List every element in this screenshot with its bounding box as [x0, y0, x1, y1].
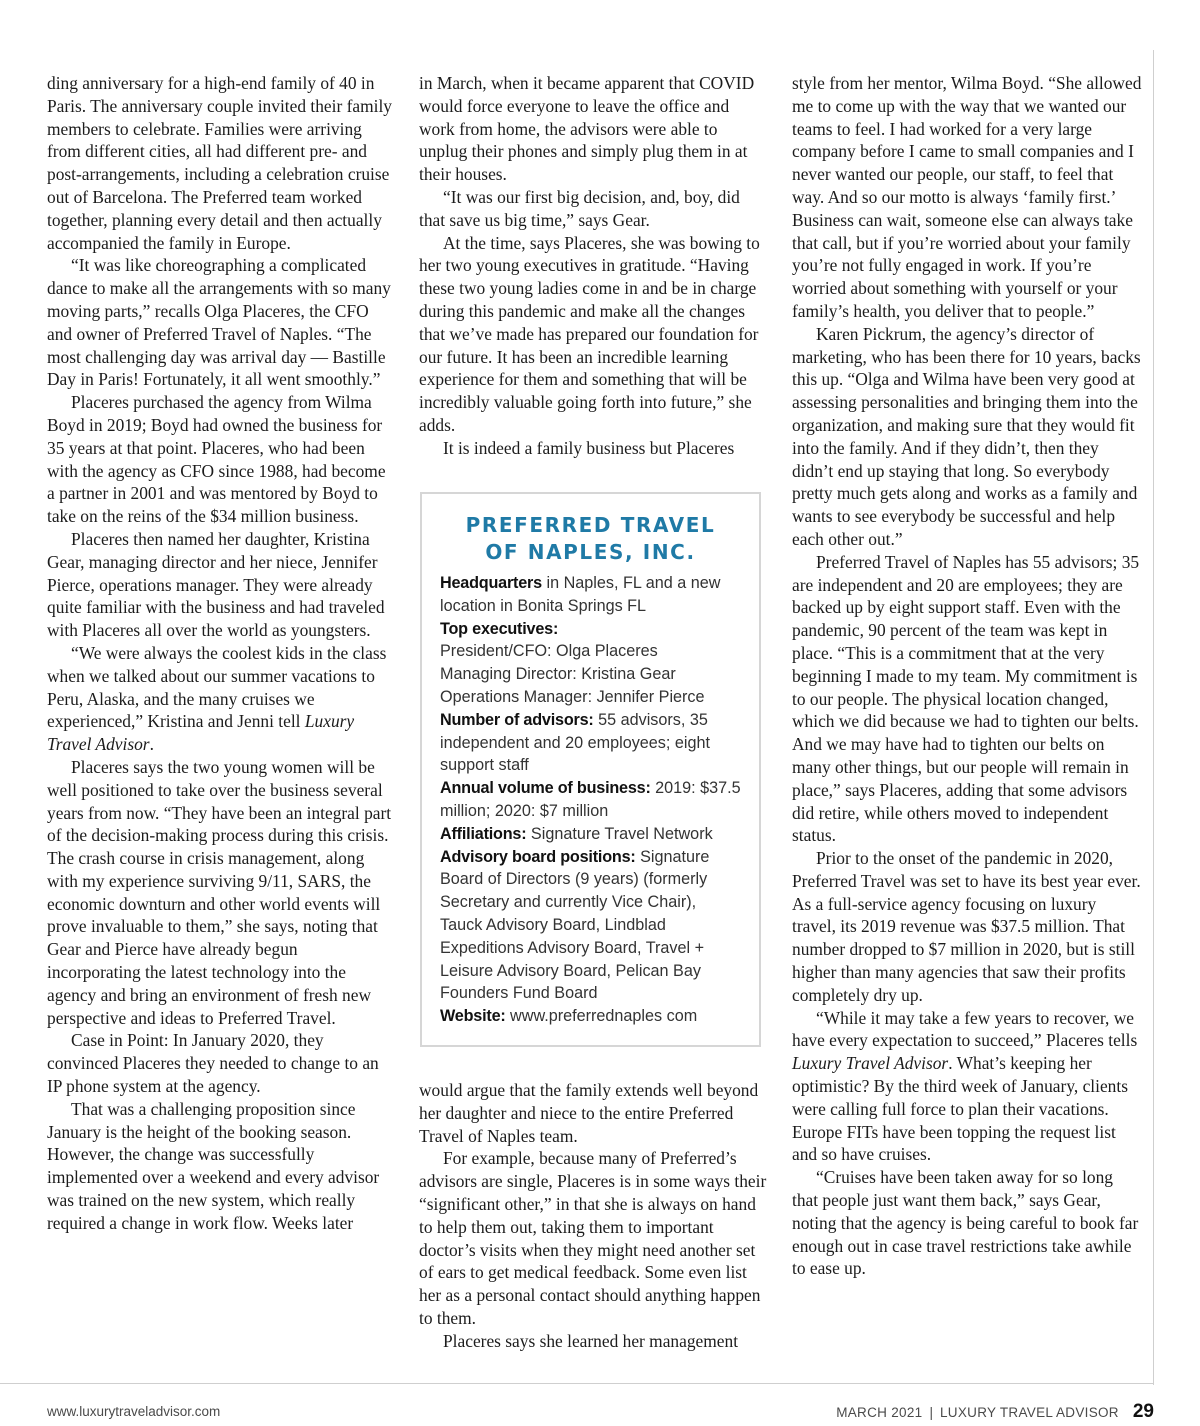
paragraph: At the time, says Placeres, she was bowing to her two young executives in gratitude. “Having these two young ladies come in and be in charge during this pandemic and make all the changes that we’ve made has prepared our foundation for our future. It has been an incredible learning experience for them and something that will be incredibly valuable going forth into future,” she adds. [419, 232, 760, 435]
paragraph: “Cruises have been taken away for so long that people just want them back,” says Gear, noting that the agency is being careful to book far enough out in case travel restrictions take awhile to ease up. [792, 1167, 1139, 1279]
paragraph: Placeres purchased the agency from Wilma Boyd in 2019; Boyd had owned the business for 35 years at that point. Placeres, who had been with the agency as CFO since 1988, had become a partner in 2001 and was mentored by Boyd to take on the reins of the $34 million business. [47, 392, 386, 527]
issue-date: MARCH 2021 [836, 1405, 923, 1420]
affiliations-label: Affiliations: [440, 824, 527, 843]
paragraph: “We were always the coolest kids in the class when we talked about our summer vacations to Peru, Alaska, and the many cruises we experienced,” Kristina and Jenni tell Luxury Travel Advisor. [47, 642, 387, 755]
paragraph: ding anniversary for a high-end family of 40 in Paris. The anniversary couple invited their family members to celebrate. Families were arriving from different cities, all had different pre- and post-arrangements, including a celebration cruise out of Barcelona. The Preferred team worked together, planning every detail and then actually accompanied the family in Europe. [47, 73, 392, 253]
board-label: Advisory board positions: [440, 847, 636, 866]
paragraph: in March, when it became apparent that COVID would force everyone to leave the office and work from home, the advisors were able to unplug their phones and simply plug them in at their houses. [419, 73, 755, 185]
headquarters-row [440, 572, 741, 618]
right-margin-rule [1153, 50, 1154, 1385]
paragraph: Placeres says the two young women will be well positioned to take over the business several years from now. “They have been an integral part of the decision-making process during this crisis. The crash course in crisis management, along with my experience surviving 9/11, SARS, the economic downturn and other world events will prove invaluable to them,” she says, noting that Gear and Pierce have already begun incorporating the latest technology into the agency and bring an environment of fresh new perspective and ideas to Preferred Travel. [47, 756, 392, 1028]
paragraph-text: . What’s keeping her optimistic? By the third week of January, clients were calling full force to plan their vacations. Europe FITs have been topping the request list and so have cruises. [792, 1053, 1128, 1165]
website-label: Website: [440, 1007, 506, 1026]
paragraph-text: “We were always the coolest kids in the class when we talked about our summer vacations to Peru, Alaska, and the many cruises we experienced,” Kristina and Jenni tell [47, 642, 387, 732]
paragraph: Case in Point: In January 2020, they convinced Placeres they needed to change to an IP phone system at the agency. [47, 1030, 379, 1097]
executives-row [440, 618, 741, 709]
fact-box-title [440, 512, 741, 566]
board-value: Signature Board of Directors (9 years) (formerly Secretary and currently Vice Chair), Tauck Advisory Board, Lindblad Expeditions Advisory Board, Travel + Leisure Advisory Board, Pelican Bay Founders Fund Board [440, 847, 710, 1003]
paragraph: “It was like choreographing a complicated dance to make all the arrangements with so many moving parts,” recalls Olga Placeres, the CFO and owner of Preferred Travel of Naples. “The most challenging day was arrival day — Bastille Day in Paris! Fortunately, it all went smoothly.” [47, 255, 391, 390]
folio-separator: | [929, 1405, 933, 1420]
company-fact-box [420, 492, 761, 1047]
board-row [440, 846, 741, 1006]
executives-label: Top executives: [440, 619, 559, 638]
website-value: www.preferrednaples com [505, 1007, 698, 1026]
page-number: 29 [1132, 1401, 1154, 1422]
website-row [440, 1005, 741, 1028]
headquarters-label: Headquarters [440, 574, 542, 592]
paragraph: Preferred Travel of Naples has 55 advisors; 35 are independent and 20 are employees; they are backed up by eight support staff. Even with the pandemic, 90 percent of the team was kept in place. “This is a commitment that at the very beginning I made to my team. My commitment is to our people. The physical location changed, which we did because we had to tighten our belts. And we may have had to tighten our belts on many other things, but our people will remain in place,” says Placeres, adding that some advisors did retire, while others moved to independent status. [792, 551, 1140, 846]
article-column-2-top [419, 72, 769, 460]
executive-entry: Operations Manager: Jennifer Pierce [440, 687, 705, 706]
paragraph: It is indeed a family business but Placeres [443, 437, 735, 458]
paragraph: Prior to the onset of the pandemic in 2020, Preferred Travel was set to have its best year ever. As a full-service agency focusing on luxury travel, its 2019 revenue was $37.5 million. That number dropped to $7 million in 2020, but is still higher than many agencies that saw their profits completely dry up. [792, 848, 1141, 1005]
volume-value: 2019: $37.5 million; 2020: $7 million [440, 779, 741, 820]
publication-name: Luxury Travel Advisor [792, 1053, 949, 1074]
paragraph: style from her mentor, Wilma Boyd. “She allowed me to come up with the way that we wanted our teams to feel. I had worked for a very large company before I came to small companies and I never wanted our people, our staff, to feel that way. And so our motto is always ‘family first.’ Business can wait, someone else can always take that call, but if you’re worried about your family you’re not fully engaged in work. If you’re worried about something with yourself or your family’s health, you deliver that to people.” [792, 73, 1142, 321]
paragraph: For example, because many of Preferred’s advisors are single, Placeres is in some ways their “significant other,” in that she is always on hand to help them out, taking them to important doctor’s visits when they might need another set of ears to get medical feedback. Some even list her as a personal contact should anything happen to them. [419, 1148, 767, 1328]
article-column-2-bottom [419, 1079, 769, 1353]
publication-name: Luxury Travel Advisor [47, 711, 355, 755]
article-column-1 [47, 72, 392, 1235]
paragraph: would argue that the family extends well beyond her daughter and niece to the entire Preferred Travel of Naples team. [419, 1080, 759, 1146]
volume-label: Annual volume of business: [440, 779, 651, 798]
advisors-row [440, 709, 741, 777]
magazine-name: LUXURY TRAVEL ADVISOR [939, 1405, 1119, 1420]
footer-folio [836, 1401, 1154, 1423]
footer-rule [0, 1383, 1154, 1384]
volume-row [440, 777, 741, 823]
executive-entry: Managing Director: Kristina Gear [440, 665, 676, 684]
footer-website-link[interactable]: www.luxurytraveladvisor.com [47, 1404, 221, 1419]
executive-entry: President/CFO: Olga Placeres [440, 642, 658, 661]
headquarters-value: in Naples, FL and a new location in Bonita Springs FL [440, 574, 721, 615]
paragraph-text: “While it may take a few years to recover, we have every expectation to succeed,” Placeres tells [792, 1007, 1138, 1051]
advisors-value: 55 advisors, 35 independent and 20 employees; eight support staff [440, 710, 711, 775]
affiliations-value: Signature Travel Network [526, 824, 713, 843]
paragraph: Placeres says she learned her management [443, 1330, 739, 1351]
advisors-label: Number of advisors: [440, 710, 594, 729]
paragraph [792, 1007, 1142, 1167]
fact-box-title-line: OF NAPLES, INC. [485, 540, 696, 564]
paragraph: Placeres then named her daughter, Kristina Gear, managing director and her niece, Jennifer Pierce, operations manager. They were already quite familiar with the business and had traveled with Placeres all over the world as youngsters. [47, 528, 385, 641]
affiliations-row [440, 823, 741, 846]
fact-box-title-line: PREFERRED TRAVEL [465, 513, 716, 537]
paragraph: “It was our first big decision, and, boy, did that save us big time,” says Gear. [419, 186, 740, 230]
article-column-3 [792, 72, 1142, 1280]
paragraph: Karen Pickrum, the agency’s director of marketing, who has been there for 10 years, backs this up. “Olga and Wilma have been very good at assessing personalities and bringing them into the organization, and making sure that they would fit into the family. And if they didn’t, then they didn’t end up staying that long. So everybody pretty much gets along and works as a family and wants to see everybody be successful and help each other out.” [792, 323, 1141, 549]
paragraph: That was a challenging proposition since January is the height of the booking season. However, the change was successfully implemented over a weekend and every advisor was trained on the new system, which really required a change in work flow. Weeks later [47, 1098, 380, 1233]
